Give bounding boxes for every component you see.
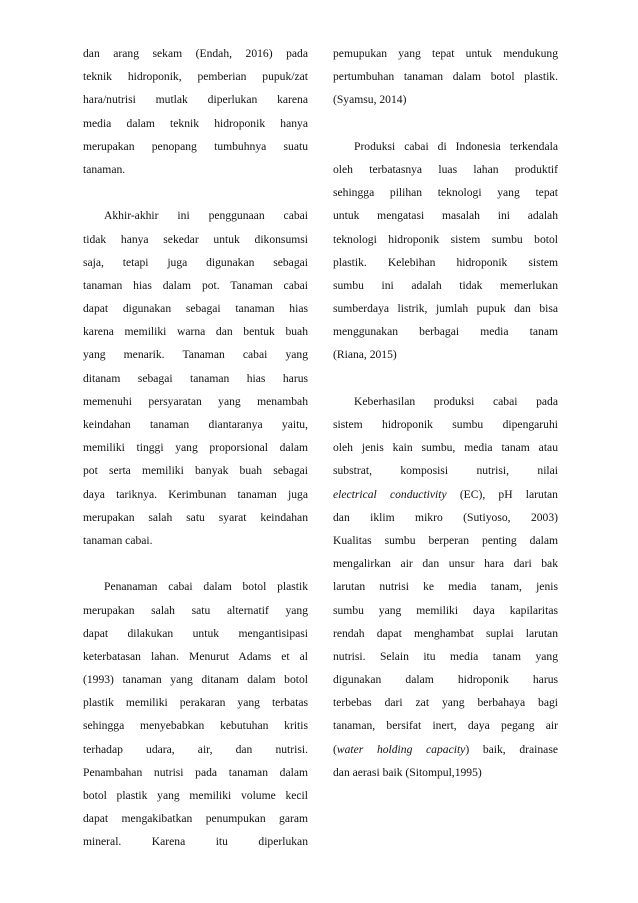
text-line: yang menarik. Tanaman cabai yang [83, 348, 308, 362]
text-line: sumbu ini adalah tidak memerlukan [333, 278, 558, 292]
text-line: pertumbuhan tanaman dalam botol plastik. [333, 70, 558, 84]
text-line: digunakan dalam hidroponik harus [333, 673, 558, 687]
text-line: merupakan salah satu alternatif yang [83, 603, 308, 617]
text-line: media dalam teknik hidroponik hanya [83, 116, 308, 130]
italic-term-whc: water holding capacity [336, 742, 466, 756]
text-line: keterbatasan lahan. Menurut Adams et al [83, 649, 308, 663]
text-line: dapat dilakukan untuk mengantisipasi [83, 626, 308, 640]
text-line: Penambahan nutrisi pada tanaman dalam [83, 765, 308, 779]
text-line: terbebas dari zat yang berbahaya bagi [333, 696, 558, 710]
text-line: sehingga menyebabkan kebutuhan kritis [83, 719, 308, 733]
paragraph-plastic-bottle-planting [83, 575, 308, 853]
text-line: sumberdaya listrik, jumlah pupuk dan bisa [333, 302, 558, 316]
text-line: plastik. Kelebihan hidroponik sistem [333, 255, 558, 269]
text-line: tanaman. [83, 162, 126, 176]
text-line: tanaman hias dalam pot. Tanaman cabai [83, 278, 308, 292]
text-line [333, 483, 558, 506]
text-line: nutrisi. Selain itu media tanam yang [333, 649, 558, 663]
text-line: mengalirkan air dan unsur hara dari bak [333, 557, 558, 571]
text-line [333, 738, 558, 761]
text-line: oleh terbatasnya luas lahan produktif [333, 162, 558, 176]
text-line: (Syamsu, 2014) [333, 93, 407, 107]
paragraph-continuation-hydroponics [83, 42, 308, 181]
text-line: dan arang sekam (Endah, 2016) pada [83, 47, 308, 60]
text-line: (Riana, 2015) [333, 348, 397, 362]
text-line: saja, tetapi juga digunakan sebagai [83, 255, 308, 269]
text-line: plastik memiliki perakaran yang terbatas [83, 696, 308, 710]
text-line: daya tariknya. Kerimbunan tanaman juga [83, 487, 308, 501]
text-line: oleh jenis kain sumbu, media tanam atau [333, 441, 558, 455]
text-line: memiliki tinggi yang proporsional dalam [83, 441, 308, 455]
text-fragment: (EC), pH larutan [446, 487, 558, 501]
text-line: teknik hidroponik, pemberian pupuk/zat [83, 70, 308, 84]
text-line: dan aerasi baik (Sitompul,1995) [333, 765, 482, 779]
text-line: tidak hanya sekedar untuk dikonsumsi [83, 232, 308, 246]
text-line: sehingga pilihan teknologi yang tepat [333, 186, 558, 200]
text-line: rendah dapat menghambat suplai larutan [333, 626, 558, 640]
text-line: hara/nutrisi mutlak diperlukan karena [83, 93, 308, 107]
text-fragment: ( [333, 742, 337, 756]
text-line: memenuhi persyaratan yang menambah [83, 394, 308, 408]
text-line: Akhir-akhir ini penggunaan cabai [104, 209, 308, 223]
paragraph-chili-production [333, 135, 558, 367]
text-line: Produksi cabai di Indonesia terkendala [354, 139, 558, 153]
text-line: untuk mengatasi masalah ini adalah [333, 209, 558, 223]
text-line: dan iklim mikro (Sutiyoso, 2003) [333, 510, 558, 524]
text-line: tanaman cabai. [83, 533, 153, 547]
text-line: pemupukan yang tepat untuk mendukung [333, 47, 558, 60]
paragraph-ornamental-chili [83, 204, 308, 552]
italic-term-ec: electrical conductivity [333, 487, 447, 501]
text-line: tanaman, bersifat inert, daya pegang air [333, 719, 558, 733]
text-line: sumbu yang memiliki daya kapilaritas [333, 603, 558, 617]
text-line: (1993) tanaman yang ditanam dalam botol [83, 673, 308, 687]
text-line: karena memiliki warna dan bentuk buah [83, 325, 308, 339]
text-line: dapat mengakibatkan penumpukan garam [83, 812, 308, 826]
text-line: ditanam sebagai tanaman hias harus [83, 371, 308, 385]
text-line: merupakan salah satu syarat keindahan [83, 510, 308, 524]
text-line: sistem hidroponik sumbu dipengaruhi [333, 418, 558, 431]
right-column [333, 42, 558, 784]
left-column [83, 42, 308, 854]
text-line: Penanaman cabai dalam botol plastik [104, 580, 308, 594]
text-line: Kualitas sumbu berperan penting dalam [333, 533, 558, 547]
text-line: menggunakan berbagai media tanam [333, 325, 558, 339]
text-line: botol plastik yang memiliki volume kecil [83, 789, 308, 802]
paragraph-wick-system-success [333, 390, 558, 784]
text-line: larutan nutrisi ke media tanam, jenis [333, 580, 558, 594]
text-line: substrat, komposisi nutrisi, nilai [333, 464, 558, 478]
paragraph-continuation-fertilization [333, 42, 558, 112]
text-line: mineral. Karena itu diperlukan [83, 835, 308, 849]
text-line: Keberhasilan produksi cabai pada [354, 394, 558, 408]
text-line: merupakan penopang tumbuhnya suatu [83, 139, 308, 153]
text-fragment: ) baik, drainase [465, 742, 558, 756]
text-line: terhadap udara, air, dan nutrisi. [83, 742, 308, 756]
text-line: keindahan tanaman diantaranya yaitu, [83, 418, 308, 431]
text-line: pot serta memiliki banyak buah sebagai [83, 464, 308, 478]
text-line: teknologi hidroponik sistem sumbu botol [333, 232, 558, 246]
text-line: dapat digunakan sebagai tanaman hias [83, 302, 308, 316]
